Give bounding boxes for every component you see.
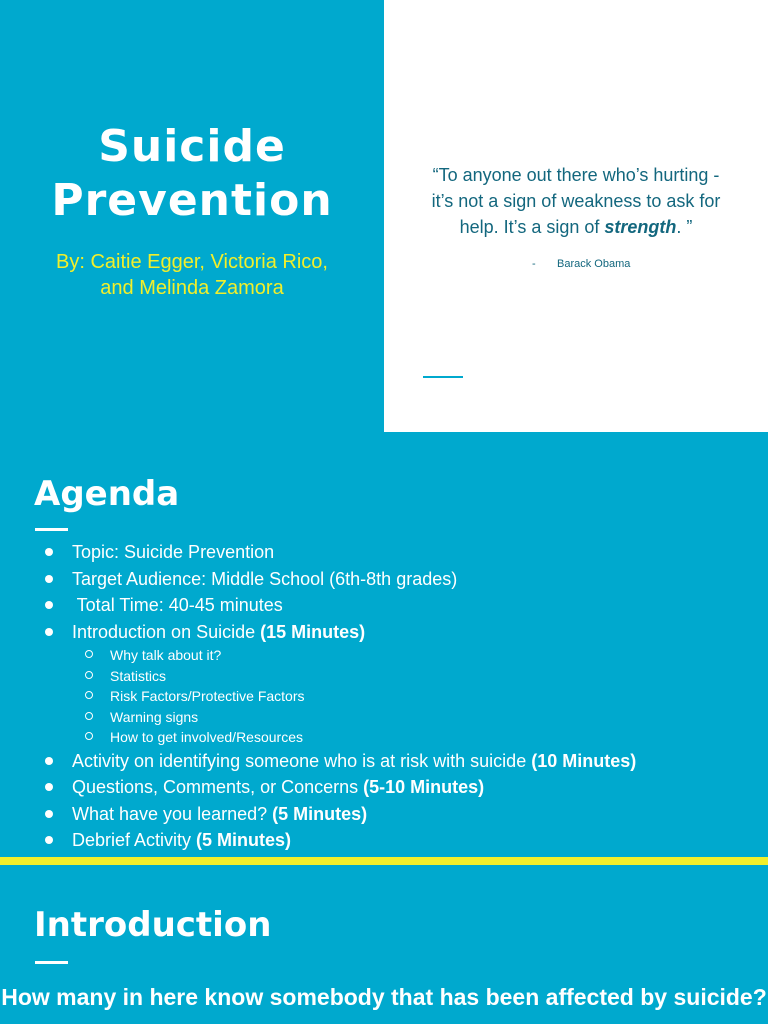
agenda-item-text: How to get involved/Resources — [110, 729, 303, 745]
introduction-question: How many in here know somebody that has been affected by suicide? — [1, 984, 767, 1010]
agenda-item-text: Total Time: 40-45 minutes — [72, 595, 283, 615]
agenda-slide — [0, 432, 768, 857]
bullet-icon — [45, 810, 53, 818]
quote-text — [408, 162, 744, 240]
attribution-name: Barack Obama — [557, 258, 631, 270]
agenda-item — [0, 539, 768, 566]
bullet-icon — [45, 575, 53, 583]
agenda-item-duration: (5 Minutes) — [272, 803, 368, 824]
quote-line-3 — [408, 214, 744, 240]
slide-divider — [0, 857, 768, 865]
bullet-icon — [45, 601, 53, 609]
authors-line-2: and Melinda Zamora — [100, 277, 284, 299]
agenda-item — [0, 748, 768, 775]
bullet-icon — [45, 836, 53, 844]
agenda-item-text: Warning signs — [110, 708, 199, 725]
quote-line-2: it’s not a sign of weakness to ask for — [431, 191, 721, 211]
bullet-icon — [45, 628, 53, 636]
agenda-subitem — [0, 686, 768, 707]
bullet-icon — [45, 548, 53, 556]
quote-line-1: “To anyone out there who’s hurting - — [432, 165, 720, 185]
agenda-heading: Agenda — [34, 474, 180, 514]
hollow-bullet-icon — [85, 650, 93, 658]
attribution-dash: - — [532, 258, 536, 270]
bullet-icon — [45, 757, 53, 765]
agenda-item-duration: (10 Minutes) — [531, 750, 637, 771]
agenda-list — [0, 539, 768, 854]
agenda-item-text: Topic: Suicide Prevention — [72, 542, 275, 562]
introduction-slide — [0, 865, 768, 1024]
agenda-item-text: Questions, Comments, or Concerns — [72, 777, 364, 797]
authors-byline — [20, 249, 364, 301]
bullet-icon — [45, 783, 53, 791]
agenda-heading-divider — [35, 528, 68, 531]
hollow-bullet-icon — [85, 671, 93, 679]
slide-title — [0, 120, 384, 228]
agenda-item — [0, 592, 768, 619]
agenda-subitem — [0, 666, 768, 687]
agenda-item — [0, 801, 768, 828]
quote-emphasis: strength — [604, 217, 677, 237]
hollow-bullet-icon — [85, 712, 93, 720]
authors-line-1: By: Caitie Egger, Victoria Rico, — [56, 251, 328, 273]
quote-line-3-prefix: help. It’s a sign of — [459, 217, 605, 237]
agenda-item-duration: (15 Minutes) — [260, 621, 366, 642]
quote-divider — [423, 376, 463, 378]
agenda-item-text: Debrief Activity — [72, 830, 197, 850]
agenda-item — [0, 774, 768, 801]
title-line-2: Prevention — [51, 175, 333, 226]
agenda-item — [0, 619, 768, 646]
agenda-item — [0, 566, 768, 593]
agenda-subitem — [0, 707, 768, 728]
agenda-item-text: Introduction on Suicide — [72, 621, 261, 642]
agenda-item-text: Target Audience: Middle School (6th-8th grades) — [72, 568, 458, 589]
agenda-subitem — [0, 727, 768, 748]
agenda-item-duration: (5-10 Minutes) — [363, 777, 485, 797]
agenda-item-text: Risk Factors/Protective Factors — [110, 688, 305, 704]
quote-panel — [384, 0, 768, 432]
hollow-bullet-icon — [85, 691, 93, 699]
agenda-item-text: Why talk about it? — [110, 647, 222, 663]
agenda-item-text: Statistics — [110, 667, 167, 684]
title-slide — [0, 0, 768, 432]
agenda-item-text: Activity on identifying someone who is at risk with suicide — [72, 750, 532, 771]
introduction-heading: Introduction — [34, 905, 272, 945]
agenda-item-text: What have you learned? — [72, 803, 273, 824]
quote-line-3-suffix: . ” — [676, 217, 693, 237]
title-line-1: Suicide — [98, 121, 286, 172]
agenda-item — [0, 827, 768, 854]
agenda-item-duration: (5 Minutes) — [196, 830, 292, 850]
agenda-subitem — [0, 645, 768, 666]
hollow-bullet-icon — [85, 732, 93, 740]
introduction-heading-divider — [35, 961, 68, 964]
